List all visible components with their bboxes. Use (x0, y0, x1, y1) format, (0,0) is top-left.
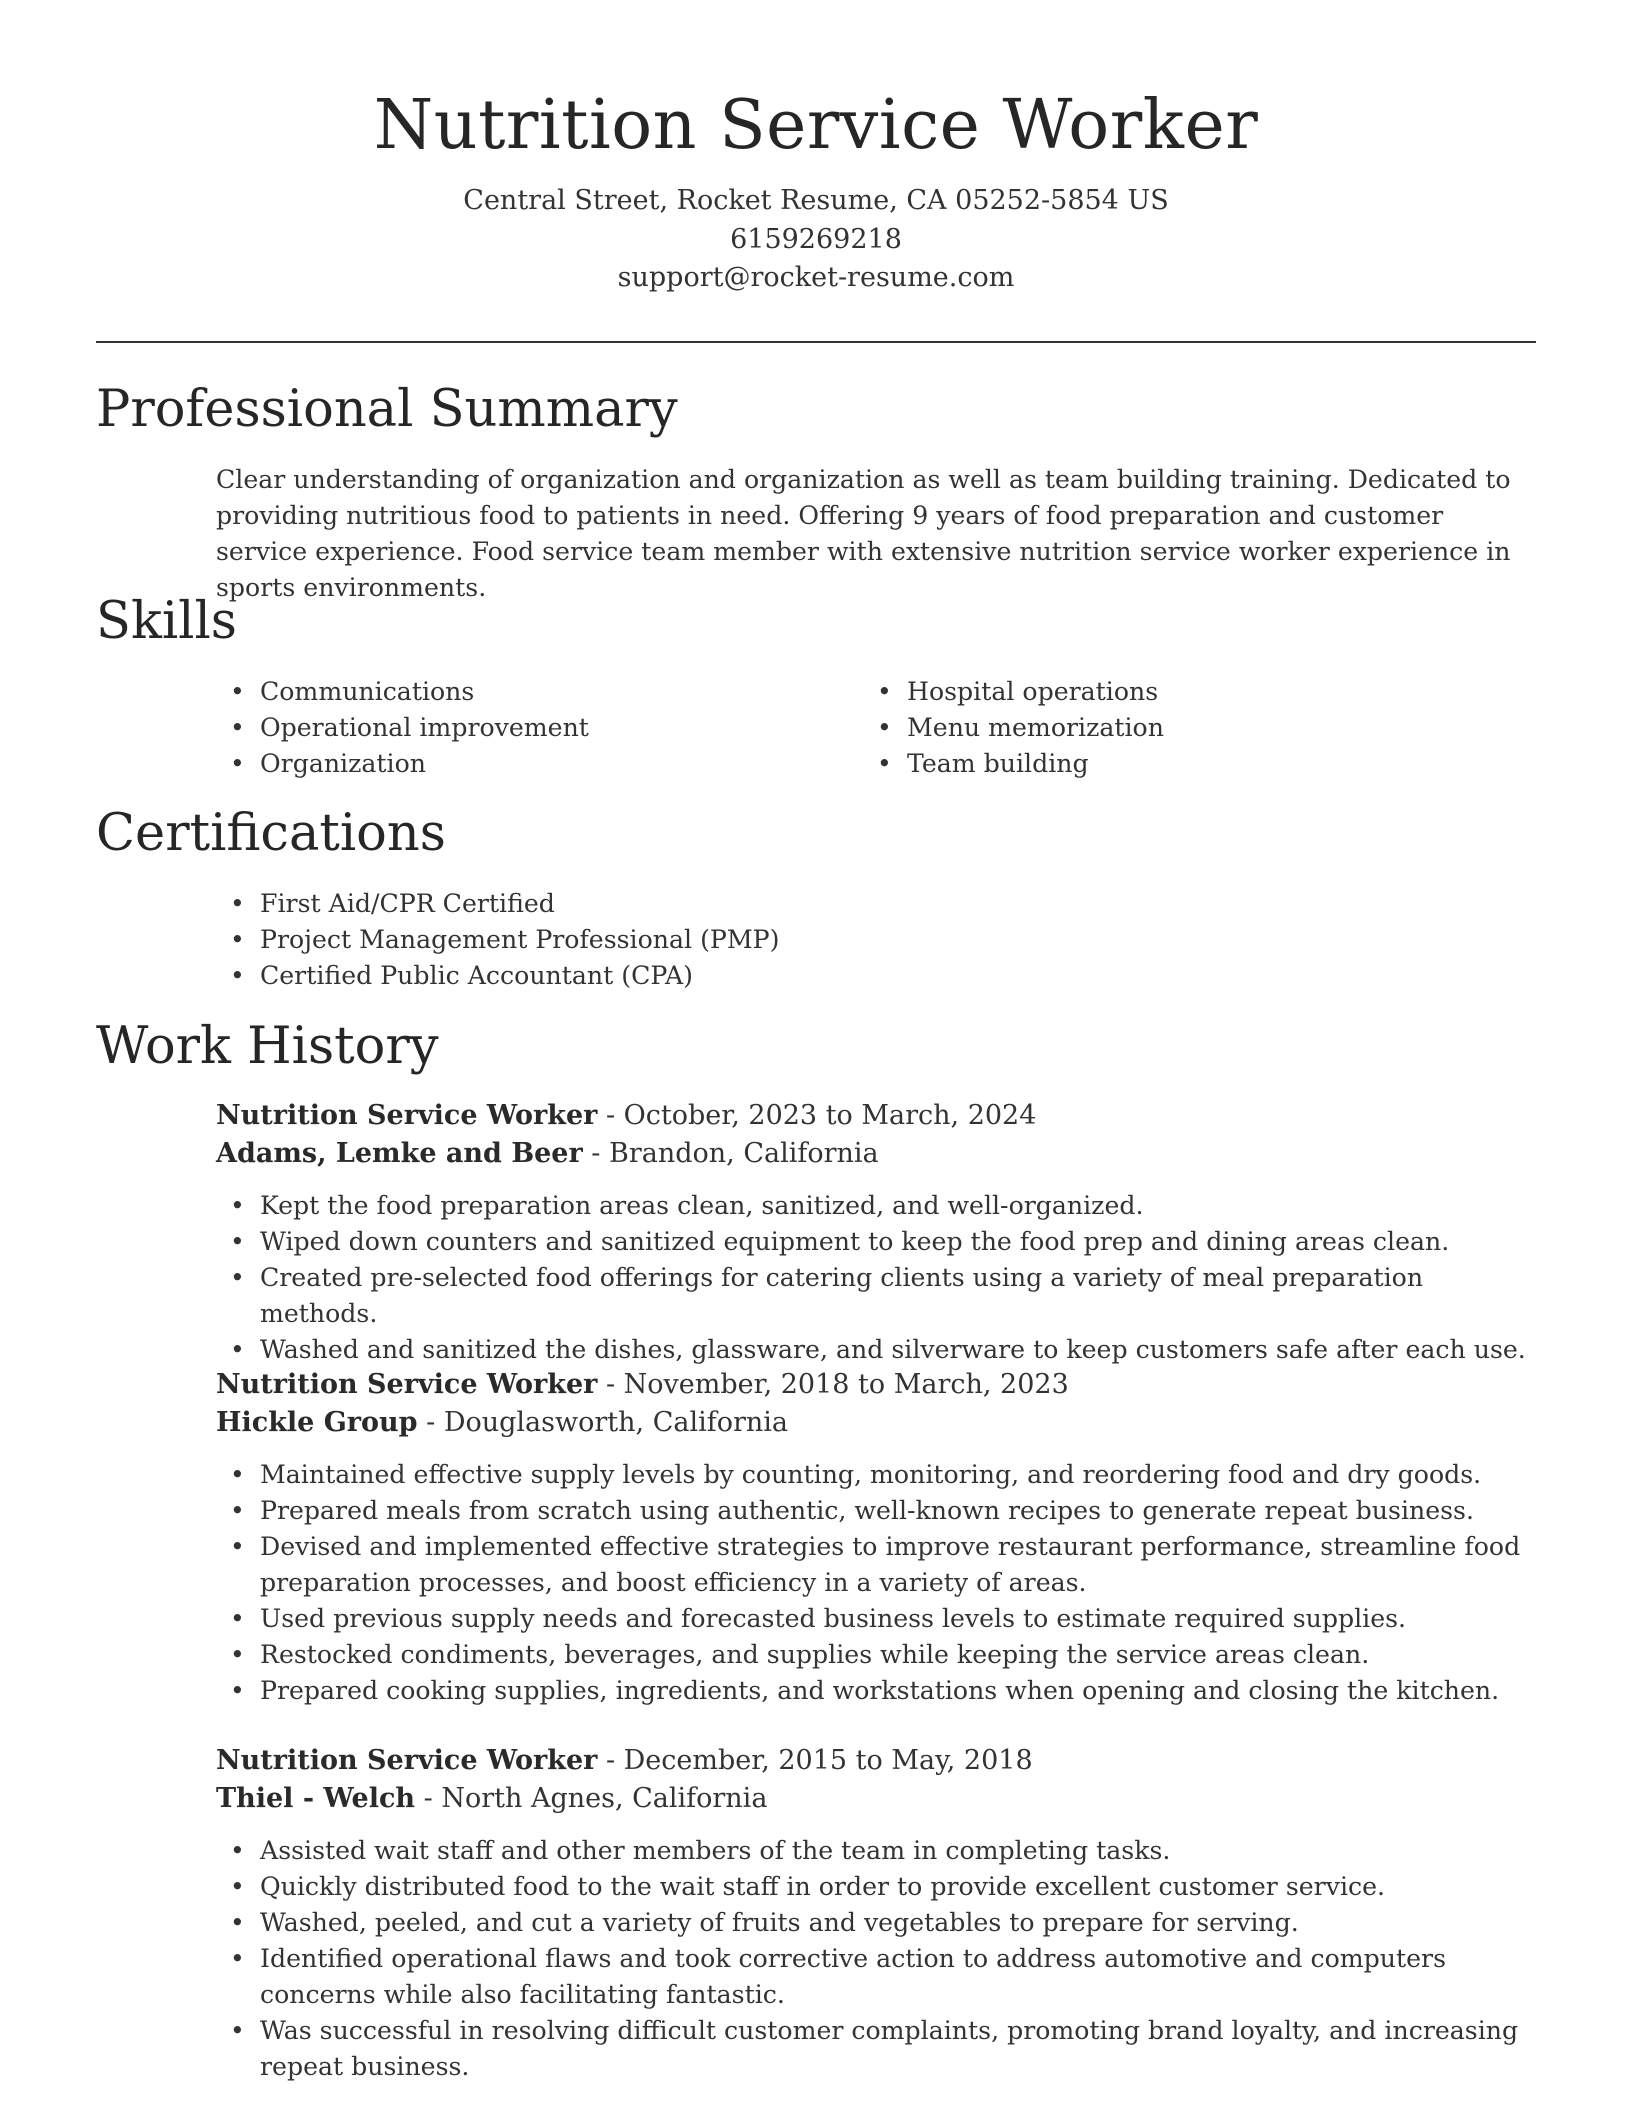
header-divider (96, 341, 1536, 343)
job-title: Nutrition Service Worker (216, 1745, 598, 1776)
job-location: - North Agnes, California (415, 1783, 768, 1814)
candidate-name: Nutrition Service Worker (373, 86, 1259, 165)
job-dates: - October, 2023 to March, 2024 (597, 1100, 1037, 1131)
resume-header (96, 78, 1536, 298)
certifications-list (216, 886, 779, 994)
job-bullets (216, 1188, 1540, 1368)
work-history-heading: Work History (96, 1017, 439, 1076)
contact-address: Central Street, Rocket Resume, CA 05252-5854 US (463, 185, 1169, 216)
skill-item: • Communications (216, 674, 816, 710)
job-bullet: • Maintained effective supply levels by counting, monitoring, and reordering food and dry goods. (216, 1457, 1540, 1493)
certification-item: • Project Management Professional (PMP) (216, 922, 779, 958)
job-company: Thiel - Welch (216, 1783, 416, 1814)
skills-list-left (216, 674, 816, 782)
job-employer-line (216, 1404, 1540, 1442)
job-location: - Douglasworth, California (417, 1407, 788, 1438)
summary-heading: Professional Summary (96, 380, 678, 439)
job-bullet: • Assisted wait staff and other members of the team in completing tasks. (216, 1833, 1540, 1869)
skill-item: • Operational improvement (216, 710, 816, 746)
job-bullet: • Washed, peeled, and cut a variety of fruits and vegetables to prepare for serving. (216, 1905, 1540, 1941)
skill-item: • Team building (863, 746, 1463, 782)
job-bullet: • Kept the food preparation areas clean, sanitized, and well-organized. (216, 1188, 1540, 1224)
job-entry (216, 1366, 1540, 1709)
job-bullet: • Washed and sanitized the dishes, glassware, and silverware to keep customers safe after each use. (216, 1332, 1540, 1368)
skill-item: • Organization (216, 746, 816, 782)
job-bullet: • Devised and implemented effective strategies to improve restaurant performance, streamline food preparation processes, and boost efficiency in a variety of areas. (216, 1529, 1540, 1601)
job-title: Nutrition Service Worker (216, 1369, 598, 1400)
contact-email: support@rocket-resume.com (617, 262, 1015, 293)
contact-phone: 6159269218 (730, 223, 902, 255)
job-title-line (216, 1742, 1540, 1780)
job-dates: - November, 2018 to March, 2023 (597, 1369, 1069, 1400)
skill-item: • Hospital operations (863, 674, 1463, 710)
job-employer-line (216, 1135, 1540, 1173)
skills-list-right (863, 674, 1463, 782)
summary-text: Clear understanding of organization and organization as well as team building training. Dedicated to providing nutritious food to patients in need. Offering 9 years of food preparation and customer service experience. Food service team member with extensive nutrition service worker experience in sports environments. (216, 465, 1511, 602)
job-bullet: • Created pre-selected food offerings for catering clients using a variety of meal preparation methods. (216, 1260, 1540, 1332)
certification-item: • First Aid/CPR Certified (216, 886, 779, 922)
job-bullet: • Prepared cooking supplies, ingredients, and workstations when opening and closing the kitchen. (216, 1673, 1540, 1709)
job-bullet: • Prepared meals from scratch using authentic, well-known recipes to generate repeat business. (216, 1493, 1540, 1529)
job-title-line (216, 1366, 1540, 1404)
contact-info (96, 182, 1536, 298)
job-bullet: • Wiped down counters and sanitized equipment to keep the food prep and dining areas clean. (216, 1224, 1540, 1260)
job-bullets (216, 1833, 1540, 2085)
job-dates: - December, 2015 to May, 2018 (597, 1745, 1033, 1776)
skill-item: • Menu memorization (863, 710, 1463, 746)
job-bullet: • Restocked condiments, beverages, and supplies while keeping the service areas clean. (216, 1637, 1540, 1673)
skills-heading: Skills (96, 592, 237, 651)
job-company: Adams, Lemke and Beer (216, 1138, 583, 1169)
job-bullet: • Quickly distributed food to the wait staff in order to provide excellent customer service. (216, 1869, 1540, 1905)
job-bullet: • Used previous supply needs and forecasted business levels to estimate required supplies. (216, 1601, 1540, 1637)
job-company: Hickle Group (216, 1407, 418, 1438)
certifications-heading: Certifications (96, 804, 446, 863)
job-employer-line (216, 1780, 1540, 1818)
job-bullets (216, 1457, 1540, 1709)
job-bullet: • Was successful in resolving difficult customer complaints, promoting brand loyalty, and increasing repeat business. (216, 2013, 1540, 2085)
job-entry (216, 1742, 1540, 2085)
job-bullet: • Identified operational flaws and took corrective action to address automotive and computers concerns while also facilitating fantastic. (216, 1941, 1540, 2013)
job-entry (216, 1097, 1540, 1368)
job-title: Nutrition Service Worker (216, 1100, 598, 1131)
job-location: - Brandon, California (582, 1138, 879, 1169)
job-title-line (216, 1097, 1540, 1135)
certification-item: • Certified Public Accountant (CPA) (216, 958, 779, 994)
